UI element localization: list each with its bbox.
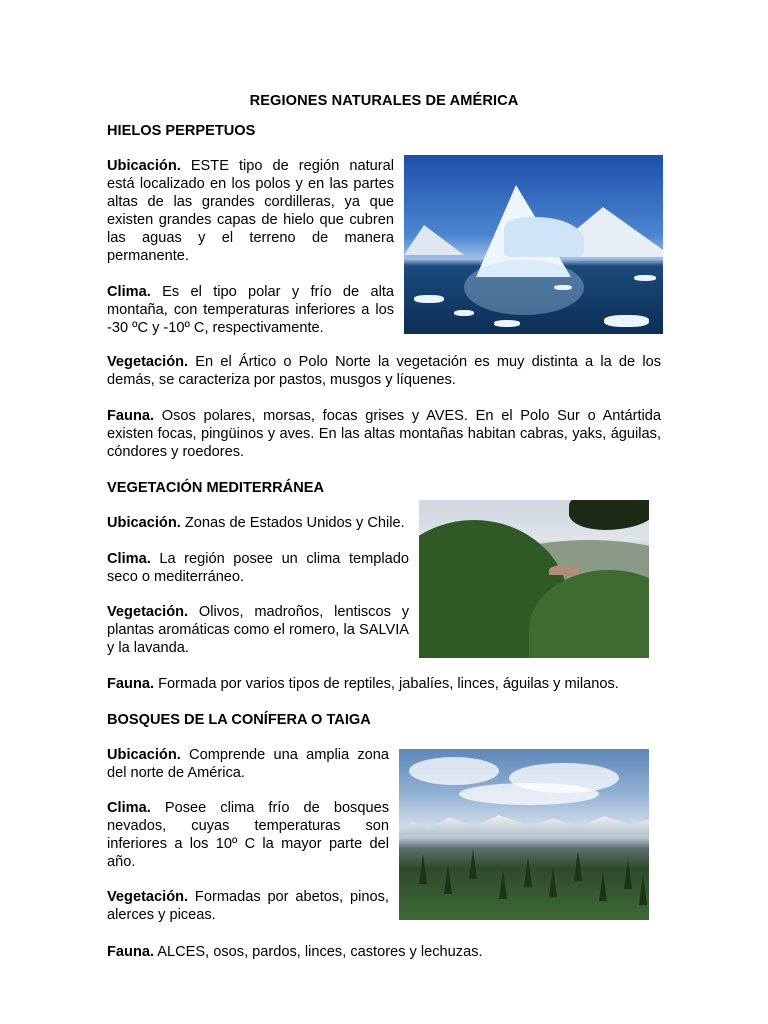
med-ubicacion-label: Ubicación. (107, 515, 181, 531)
med-clima-text: La región posee un clima templado seco o mediterráneo. (107, 551, 409, 585)
taiga-ubicacion-label: Ubicación. (107, 747, 181, 763)
page-title: REGIONES NATURALES DE AMÉRICA (249, 93, 519, 109)
hielos-vegetacion-paragraph (107, 353, 661, 389)
hielos-fauna-text: Osos polares, morsas, focas grises y AVES. En el Polo Sur o Antártida existen focas, pingüinos y aves. En las altas montañas habitan cabras, yaks, águilas, cóndores y roedores. (107, 408, 661, 460)
med-fauna-label: Fauna. (107, 676, 155, 692)
taiga-ubicacion-paragraph (107, 746, 389, 782)
taiga-clima-paragraph (107, 799, 389, 871)
icebergs-photo (404, 155, 663, 334)
hielos-fauna-paragraph (107, 407, 661, 461)
hielos-clima-paragraph (107, 283, 394, 337)
section-heading-hielos: HIELOS PERPETUOS (107, 123, 256, 139)
hielos-ubicacion-text: ESTE tipo de región natural está localizado en los polos y en las partes altas de las grandes cordilleras, ya que existen grandes capas de hielo que cubren las aguas y el terreno de manera permanente. (107, 158, 394, 264)
taiga-fauna-label: Fauna. (107, 944, 155, 960)
hielos-fauna-label: Fauna. (107, 408, 155, 424)
taiga-vegetacion-paragraph (107, 888, 389, 924)
section-heading-mediterranea: VEGETACIÓN MEDITERRÁNEA (107, 480, 325, 496)
med-ubicacion-text: Zonas de Estados Unidos y Chile. (180, 515, 405, 531)
taiga-vegetacion-label: Vegetación. (107, 889, 189, 905)
taiga-forest-photo (399, 749, 649, 920)
med-fauna-paragraph (107, 675, 661, 693)
taiga-ubicacion-text: Comprende una amplia zona del norte de América. (107, 747, 389, 781)
taiga-fauna-text: ALCES, osos, pardos, linces, castores y lechuzas. (154, 944, 483, 960)
hielos-vegetacion-text: En el Ártico o Polo Norte la vegetación es muy distinta a la de los demás, se caracteriza por pastos, musgos y líquenes. (107, 354, 661, 388)
section-heading-taiga: BOSQUES DE LA CONÍFERA O TAIGA (107, 712, 371, 728)
hielos-ubicacion-paragraph (107, 157, 394, 265)
med-clima-label: Clima. (107, 551, 151, 567)
hielos-clima-text: Es el tipo polar y frío de alta montaña, con temperaturas inferiores a los -30 ºC y -10º C, respectivamente. (107, 284, 394, 336)
hielos-vegetacion-label: Vegetación. (107, 354, 189, 370)
med-vegetacion-text: Olivos, madroños, lentiscos y plantas aromáticas como el romero, la SALVIA y la lavanda. (107, 604, 409, 656)
med-clima-paragraph (107, 550, 409, 586)
hielos-ubicacion-label: Ubicación. (107, 158, 181, 174)
taiga-fauna-paragraph (107, 943, 661, 961)
mediterranean-forest-photo (419, 500, 649, 658)
taiga-vegetacion-text: Formadas por abetos, pinos, alerces y piceas. (107, 889, 389, 923)
taiga-clima-text: Posee clima frío de bosques nevados, cuyas temperaturas son inferiores a los 10º C la mayor parte del año. (107, 800, 389, 870)
taiga-clima-label: Clima. (107, 800, 151, 816)
med-fauna-text: Formada por varios tipos de reptiles, jabalíes, linces, águilas y milanos. (154, 676, 619, 692)
med-vegetacion-label: Vegetación. (107, 604, 189, 620)
hielos-clima-label: Clima. (107, 284, 151, 300)
med-vegetacion-paragraph (107, 603, 409, 657)
med-ubicacion-paragraph (107, 514, 409, 532)
